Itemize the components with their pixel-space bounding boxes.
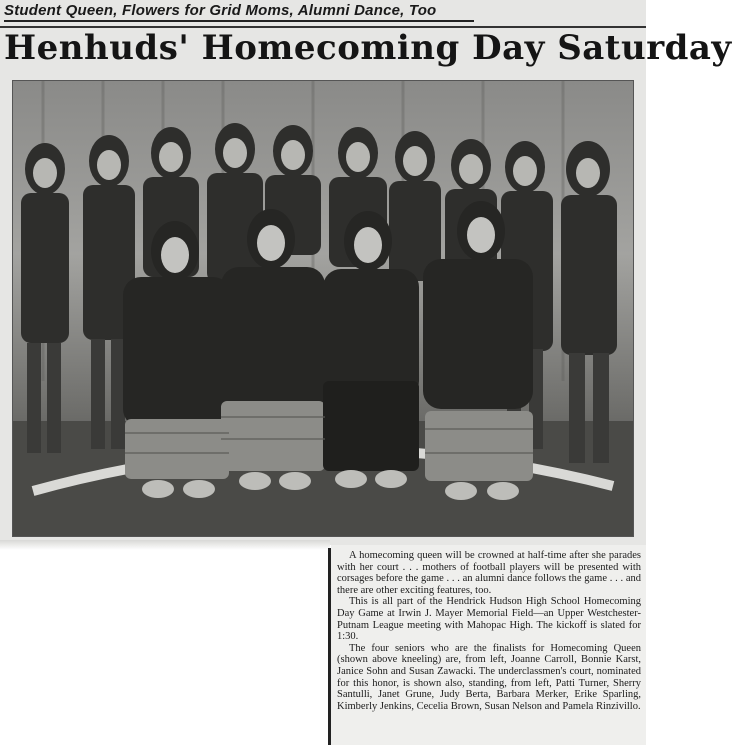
article-body [337, 550, 641, 712]
group-photo [12, 80, 634, 537]
main-headline: Henhuds' Homecoming Day Saturday [4, 28, 732, 68]
torn-edge [0, 540, 330, 550]
group-photo-icon [13, 81, 633, 536]
column-rule [328, 548, 331, 745]
kicker-headline: Student Queen, Flowers for Grid Moms, Alumni Dance, Too [4, 2, 474, 22]
article-paragraph-1: A homecoming queen will be crowned at half-time after she parades with her court . . . mothers of football players will be presented with corsages before the game . . . an alumni dance follows the game . . . and there are other exciting features, too. [337, 550, 641, 596]
article-paragraph-3: The four seniors who are the finalists for Homecoming Queen (shown above kneeling) are, from left, Joanne Carroll, Bonnie Karst, Janice Sohn and Susan Zawacki. The underclassmen's court, nominated for this honor, is shown also, standing, from left, Patti Turner, Sherry Santulli, Janet Grune, Judy Berta, Barbara Merker, Erike Sparling, Kimberly Jenkins, Cecelia Brown, Susan Nelson and Pamela Rinzivillo. [337, 642, 641, 712]
article-paragraph-2: This is all part of the Hendrick Hudson High School Homecoming Day Game at Irwin J. Mayer Memorial Field—an Upper Westchester-Putnam League meeting with Mahopac High. The kickoff is slated for 1:30. [337, 596, 641, 643]
